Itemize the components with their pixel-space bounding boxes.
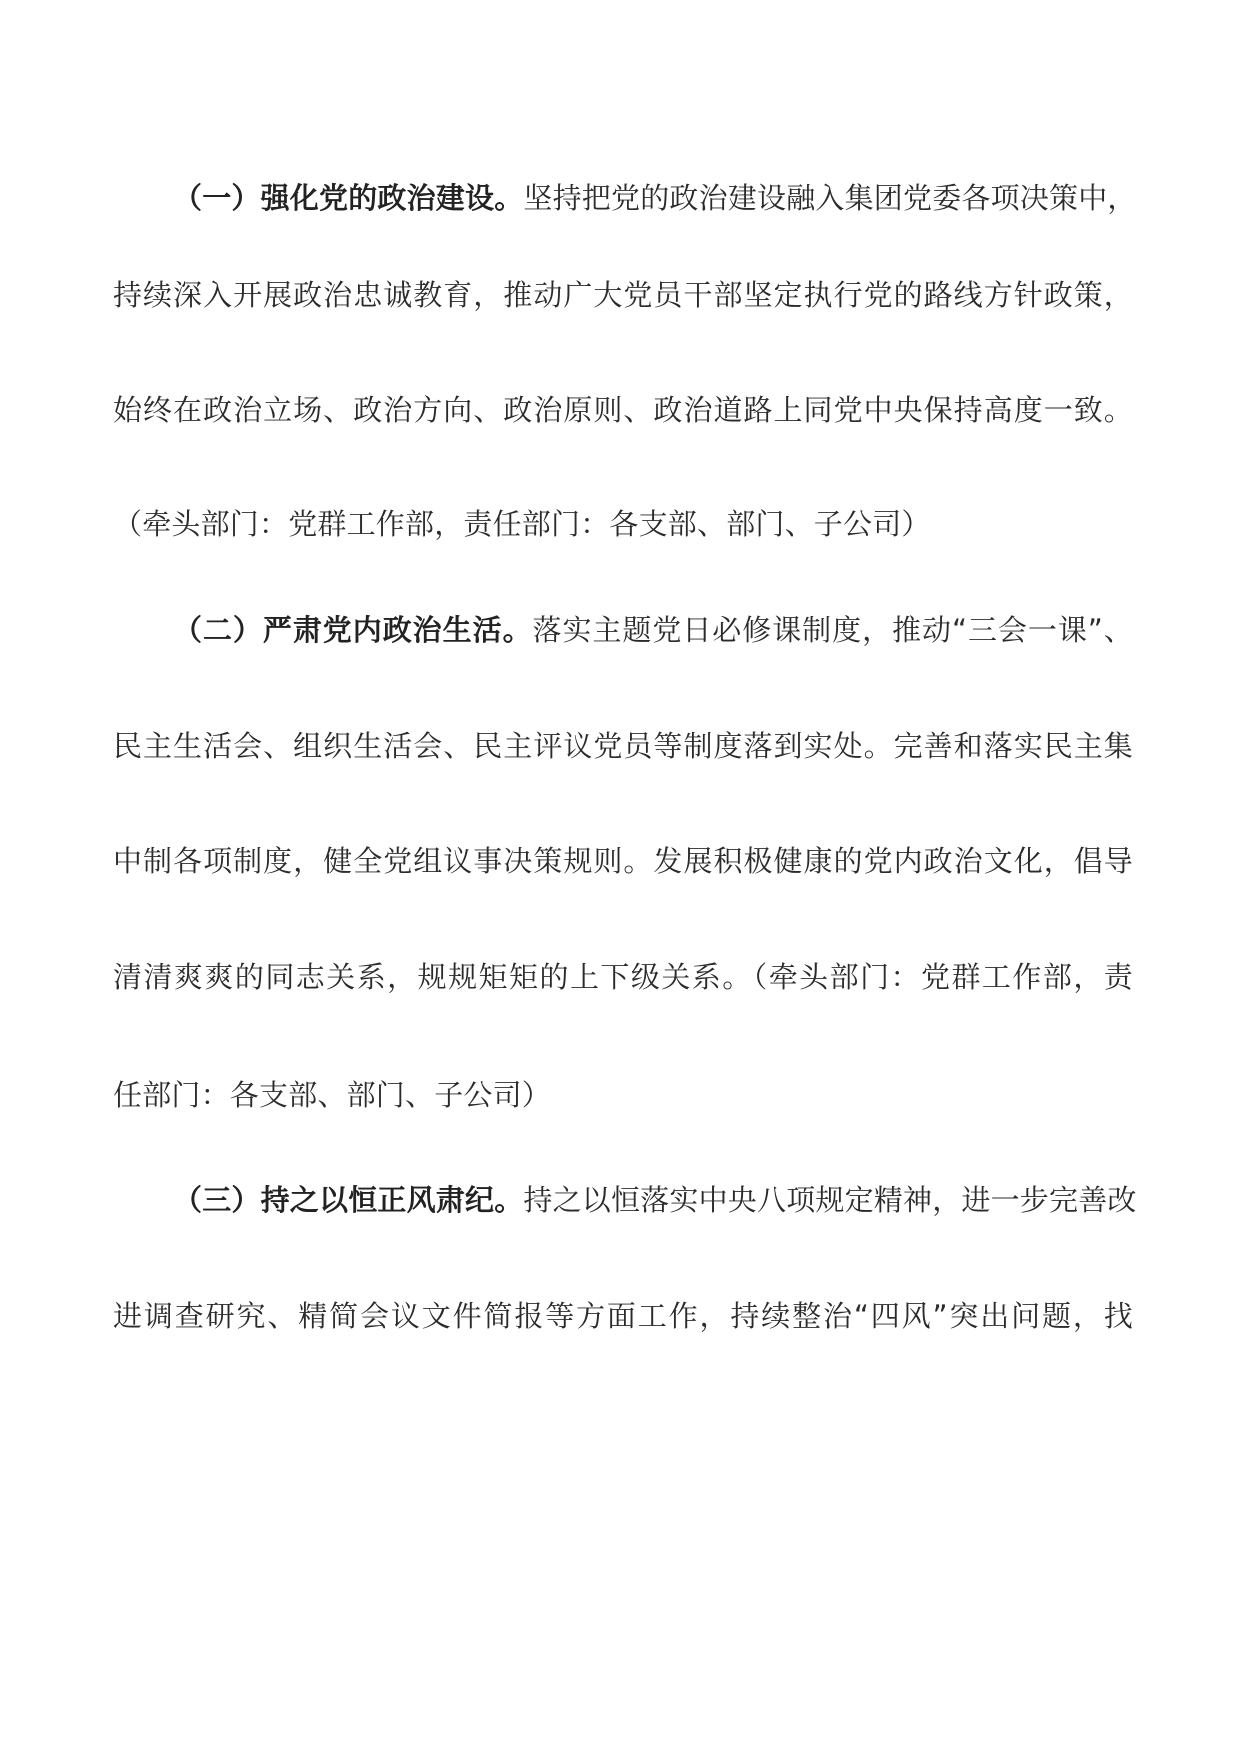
section-3-line-2: 进调查研究、精简会议文件简报等方面工作，持续整治“四风”突出问题，找 [113,1299,1133,1333]
section-1-line-3: 始终在政治立场、政治方向、政治原则、政治道路上同党中央保持高度一致。 [113,393,1133,427]
section-3-text: 持之以恒落实中央八项规定精神，进一步完善改 [523,1183,1137,1217]
section-1-heading: （一）强化党的政治建设。 [173,181,524,215]
section-2-line-5: 任部门：各支部、部门、子公司） [113,1078,552,1112]
section-2-heading: （二）严肃党内政治生活。 [173,613,533,647]
section-1-text: 坚持把党的政治建设融入集团党委各项决策中， [523,181,1137,215]
section-2-line-4: 清清爽爽的同志关系，规规矩矩的上下级关系。（牵头部门：党群工作部，责 [113,960,1133,994]
section-3-heading: （三）持之以恒正风肃纪。 [173,1183,524,1217]
section-1-line-2: 持续深入开展政治忠诚教育，推动广大党员干部坚定执行党的路线方针政策， [113,278,1133,312]
section-1-responsibility: （牵头部门：党群工作部，责任部门：各支部、部门、子公司） [113,507,931,541]
section-3-line-1 [173,1178,1137,1222]
section-2-line-2: 民主生活会、组织生活会、民主评议党员等制度落到实处。完善和落实民主集 [113,729,1133,763]
section-2-line-1 [173,608,1133,652]
section-1-line-1 [173,176,1137,220]
section-2-text: 落实主题党日必修课制度，推动“三会一课”、 [532,613,1133,647]
section-2-line-3: 中制各项制度，健全党组议事决策规则。发展积极健康的党内政治文化，倡导 [113,844,1133,878]
